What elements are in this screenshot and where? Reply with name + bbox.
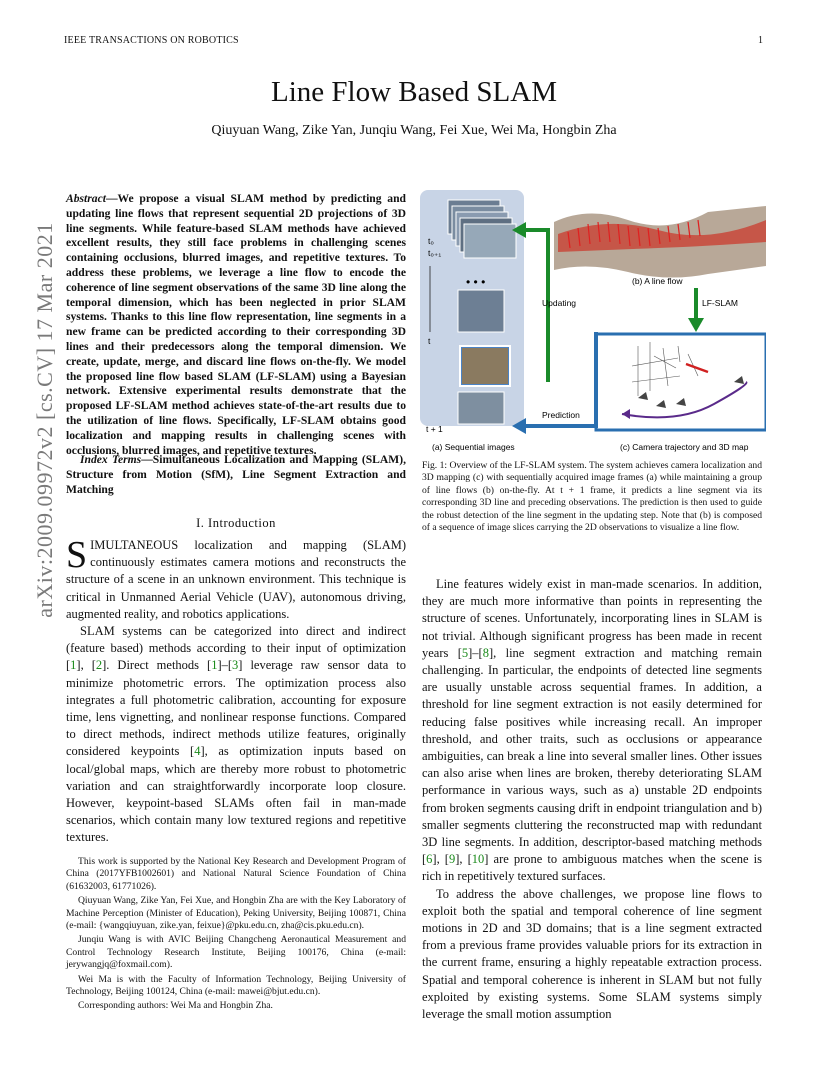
right-paragraph-2: To address the above challenges, we propose line flows to exploit both the spatial and temporal coherence of line segment motions in 2D and 3D domains; that is a line segment extracted from a previous frame provides valuable priors for its extraction in the current frame, ensuring a highly repeatable extraction process. Spatial and temporal coherence is inherent in SLAM but not fully exploited by existing systems. Some SLAM systems simply leverage the small motion assumption <box>422 886 762 1022</box>
footnotes <box>66 856 406 1015</box>
citation-link[interactable]: 6 <box>426 852 433 867</box>
time-label-t-plus-1: t + 1 <box>426 424 443 434</box>
lfslam-arrow <box>688 288 704 332</box>
paper-title: Line Flow Based SLAM <box>271 76 557 108</box>
right-column-body <box>422 576 762 1023</box>
label-lfslam: LF-SLAM <box>702 298 738 308</box>
time-label-t: t <box>428 336 431 346</box>
abstract-text: —We propose a visual SLAM method by predicting and updating line flows that represent sequential 2D projections of 3D line segments. While feature-based SLAM methods have achieved excellent results, they still face problems in challenging scenes containing occlusions, blurred images, and repetitive textures. To address these problems, we leverage a line flow to encode the coherence of line segment observations of the same 3D line along the temporal dimension, which has been neglected in prior SLAM systems. Thanks to this line flow representation, line segments in a new frame can be predicted according to their corresponding 3D lines and their predecessors along the temporal dimension. We create, update, merge, and discard line flows on-the-fly. We model the proposed line flow based SLAM (LF-SLAM) using a Bayesian network. Extensive experimental results demonstrate that the proposed LF-SLAM method achieves state-of-the-art results due to the utilization of line flows. Specifically, LF-SLAM obtains good localization and mapping results in challenging scenes with occlusions, blurred images, and repetitive textures. <box>66 192 406 457</box>
label-sequential-images: (a) Sequential images <box>432 442 515 452</box>
footnote: Qiuyuan Wang, Zike Yan, Fei Xue, and Hongbin Zha are with the Key Laboratory of Machine Perception (Minister of Education), Peking University, Beijing 100871, China (e-mail: {wangqiuyuan, zike.yan, feixue}@pku.edu.cn, zha@cis.pku.edu.cn). <box>66 895 406 932</box>
3d-map <box>632 342 698 396</box>
ellipsis-dots: • • • <box>466 275 486 289</box>
right-paragraph-1: Line features widely exist in man-made scenarios. In addition, they are much more informative than points in representing the structure of scenes. Unfortunately, incorporating lines in SLAM is not trivial. Although significant progress has been made in recent years [5]–[8], line segment extraction and matching remain challenging. In particular, the endpoints of detected line segments are usually unstable across sequential frames. In addition, a threshold for line segment extraction is not easily determined for reducing false positives while increasing recall. An improper threshold, and other traits, such as occlusions or appearance ambiguities, can break a line into several smaller lines. Other issues can also arise when lines are broken, thereby deteriorating SLAM performance in various ways, such as a) unstable 2D endpoints from broken segments causing drift in endpoint triangulation and b) smaller segments cluttering the reconstructed map with redundant 3D line segments. In addition, descriptor-based matching methods [6], [9], [10] are prone to ambiguous matches when the scene is rich in repetitively textured surfaces. <box>422 577 762 884</box>
index-terms <box>66 453 406 497</box>
camera-poses <box>638 376 744 408</box>
figure-overview <box>418 186 766 454</box>
citation-link[interactable]: 1 <box>211 658 218 673</box>
citation-link[interactable]: 1 <box>70 658 77 673</box>
footnote: Corresponding authors: Wei Ma and Hongbin Zha. <box>78 1000 273 1012</box>
citation-link[interactable]: 10 <box>471 852 485 867</box>
citation-link[interactable]: 8 <box>482 645 489 660</box>
intro-paragraph-1: SIMULTANEOUS localization and mapping (SLAM) continuously estimates camera motions and reconstructs the structure of a scene in an unknown environment. This technique is critical in Unmanned Aerial Vehicle (UAV), autonomous driving, augmented reality, and robotics applications. <box>66 534 406 621</box>
frame-t-plus-1 <box>458 392 504 424</box>
figure-caption: Fig. 1: Overview of the LF-SLAM system. The system achieves camera localization and 3D mapping (c) with sequentially acquired image frames (a) while maintaining a group of line flows (b) on-the-fly. At t + 1 frame, it predicts a line segment via its corresponding 3D line and preceding observations. The prediction is then used to guide the robust detection of the line segment in the updating step. Note that (b) is composed of a sequence of image slices carrying the 2D observations to visualize a line flow. <box>422 460 762 534</box>
citation-link[interactable]: 4 <box>194 744 201 759</box>
red-line-segment <box>686 364 708 372</box>
journal-header: IEEE TRANSACTIONS ON ROBOTICS <box>64 35 239 46</box>
dropcap: S <box>66 534 88 576</box>
footnote: This work is supported by the National Key Research and Development Program of China (2017YFB1002601) and National Natural Science Foundation of China (61632003, 61771026). <box>66 856 406 892</box>
index-terms-label: Index Terms <box>80 453 142 466</box>
time-label-t0: t₀ <box>428 236 434 246</box>
footnote: Wei Ma is with the Faculty of Information Technology, Beijing University of Technology, Beijing 100124, China (e-mail: mawei@bjut.edu.cn). <box>66 973 406 998</box>
citation-link[interactable]: 2 <box>95 658 103 673</box>
line-flow-image <box>554 206 766 278</box>
citation-link[interactable]: 3 <box>232 658 239 673</box>
page-number: 1 <box>758 35 763 46</box>
abstract-label: Abstract <box>66 192 106 205</box>
label-updating: Updating <box>542 298 577 308</box>
citation-link[interactable]: 9 <box>448 852 456 867</box>
label-line-flow: (b) A line flow <box>632 276 683 286</box>
citation-link[interactable]: 5 <box>461 645 469 660</box>
introduction-body <box>66 534 407 847</box>
label-camera-trajectory: (c) Camera trajectory and 3D map <box>620 442 749 452</box>
footnote: Junqiu Wang is with AVIC Beijing Changcheng Aeronautical Measurement and Control Technology Research Institute, Beijing 100176, China (e-mail: jerywangjq@foxmail.com). <box>66 934 406 971</box>
frame-t <box>458 290 504 332</box>
time-label-t0-plus-1: t₀₊₁ <box>428 248 442 258</box>
arxiv-stamp: arXiv:2009.09972v2 [cs.CV] 17 Mar 2021 <box>32 222 57 618</box>
index-terms-text: —Simultaneous Localization and Mapping (SLAM), Structure from Motion (SfM), Line Segment Extraction and Matching <box>66 453 406 496</box>
label-prediction: Prediction <box>542 410 580 420</box>
intro-paragraph-2: SLAM systems can be categorized into direct and indirect (feature based) methods according to their input of optimization [1], [2]. Direct methods [1]–[3] leverage raw sensor data to minimize photometric errors. The optimization process also integrates a full photometric calibration, accounting for exposure time, lens vignetting, and nonlinear response functions. Compared to direct methods, indirect methods utilize features, originally considered keypoints [4], as optimization inputs based on local/global maps, which are thereby more robust to photometric variation and can straightforwardly incorporate loop closure. However, keypoint-based SLAMs often fail in man-made scenarios, which contain many low textured regions and repetitive textures. <box>66 624 407 845</box>
author-list: Qiuyuan Wang, Zike Yan, Junqiu Wang, Fei Xue, Wei Ma, Hongbin Zha <box>211 123 617 138</box>
section-heading: I. Introduction <box>196 516 276 530</box>
abstract <box>66 192 406 458</box>
